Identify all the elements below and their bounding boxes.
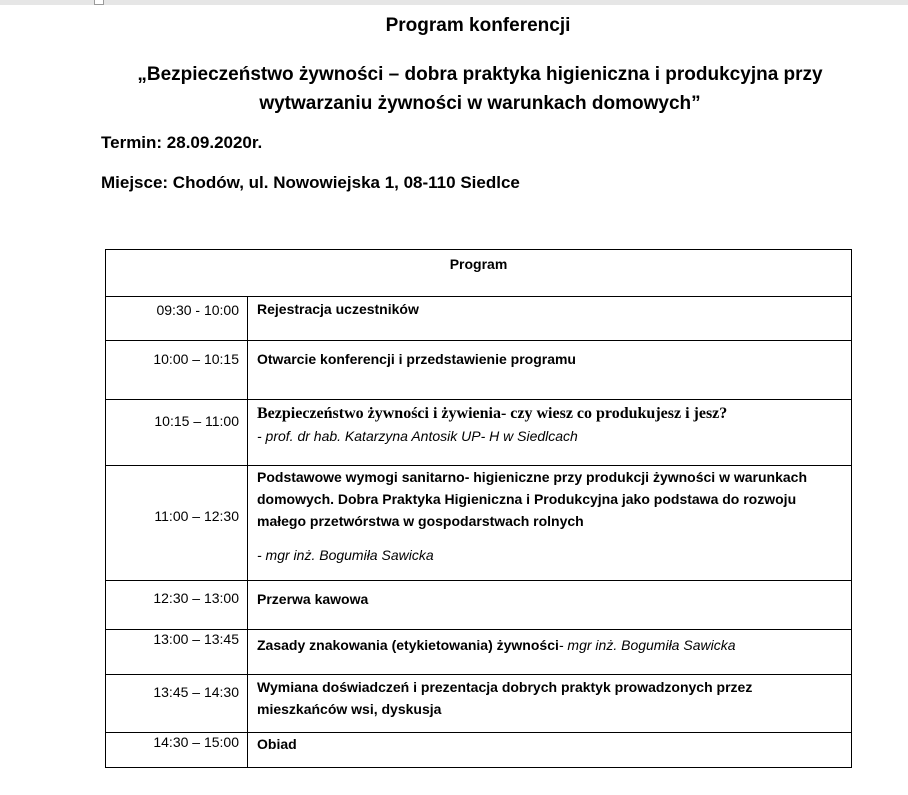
row-topic: Obiad [248, 733, 852, 768]
program-header-row [106, 250, 852, 297]
row-topic-cell [248, 630, 852, 675]
row-time: 13:45 – 14:30 [106, 675, 248, 733]
row-topic: Zasady znakowania (etykietowania) żywności [257, 637, 559, 653]
table-row [106, 297, 852, 341]
row-time: 13:00 – 13:45 [106, 630, 248, 675]
row-time: 10:00 – 10:15 [106, 341, 248, 400]
row-time: 11:00 – 12:30 [106, 466, 248, 581]
table-row [106, 675, 852, 733]
row-time: 12:30 – 13:00 [106, 581, 248, 630]
page-corner-marker [94, 0, 104, 5]
table-row [106, 630, 852, 675]
row-topic: Wymiana doświadczeń i prezentacja dobrych praktyk prowadzonych przez mieszkańców wsi, dyskusja [248, 675, 852, 733]
row-topic-cell [248, 466, 852, 581]
window-top-strip [0, 0, 908, 5]
row-topic: Podstawowe wymogi sanitarno- higieniczne przy produkcji żywności w warunkach domowych. Dobra Praktyka Higieniczna i Produkcyjna jako podstawa do rozwoju małego przetwórstwa w gospodarstwach rolnych [257, 469, 807, 529]
table-row [106, 733, 852, 768]
event-place: Miejsce: Chodów, ul. Nowowiejska 1, 08-110 Siedlce [101, 173, 520, 192]
table-row [106, 341, 852, 400]
program-table [105, 249, 852, 768]
table-row [106, 581, 852, 630]
program-header: Program [106, 250, 852, 297]
row-speaker: - prof. dr hab. Katarzyna Antosik UP- H w Siedlcach [257, 428, 578, 444]
row-time: 10:15 – 11:00 [106, 400, 248, 466]
row-speaker: - mgr inż. Bogumiła Sawicka [558, 637, 736, 653]
row-topic: Rejestracja uczestników [248, 297, 852, 341]
row-speaker: - mgr inż. Bogumiła Sawicka [257, 547, 434, 563]
row-topic: Przerwa kawowa [248, 581, 852, 630]
conference-name [100, 60, 860, 118]
row-time: 14:30 – 15:00 [106, 733, 248, 768]
conference-name-line-2: wytwarzaniu żywności w warunkach domowych” [259, 93, 701, 114]
table-row [106, 466, 852, 581]
event-date: Termin: 28.09.2020r. [101, 133, 263, 152]
table-row [106, 400, 852, 466]
row-time: 09:30 - 10:00 [106, 297, 248, 341]
conference-name-line-1: „Bezpieczeństwo żywności – dobra praktyka higieniczna i produkcyjna przy [137, 64, 823, 85]
row-topic-cell [248, 400, 852, 466]
row-topic: Bezpieczeństwo żywności i żywienia- czy wiesz co produkujesz i jesz? [257, 405, 728, 422]
row-topic: Otwarcie konferencji i przedstawienie programu [248, 341, 852, 400]
document-title: Program konferencji [385, 15, 571, 36]
